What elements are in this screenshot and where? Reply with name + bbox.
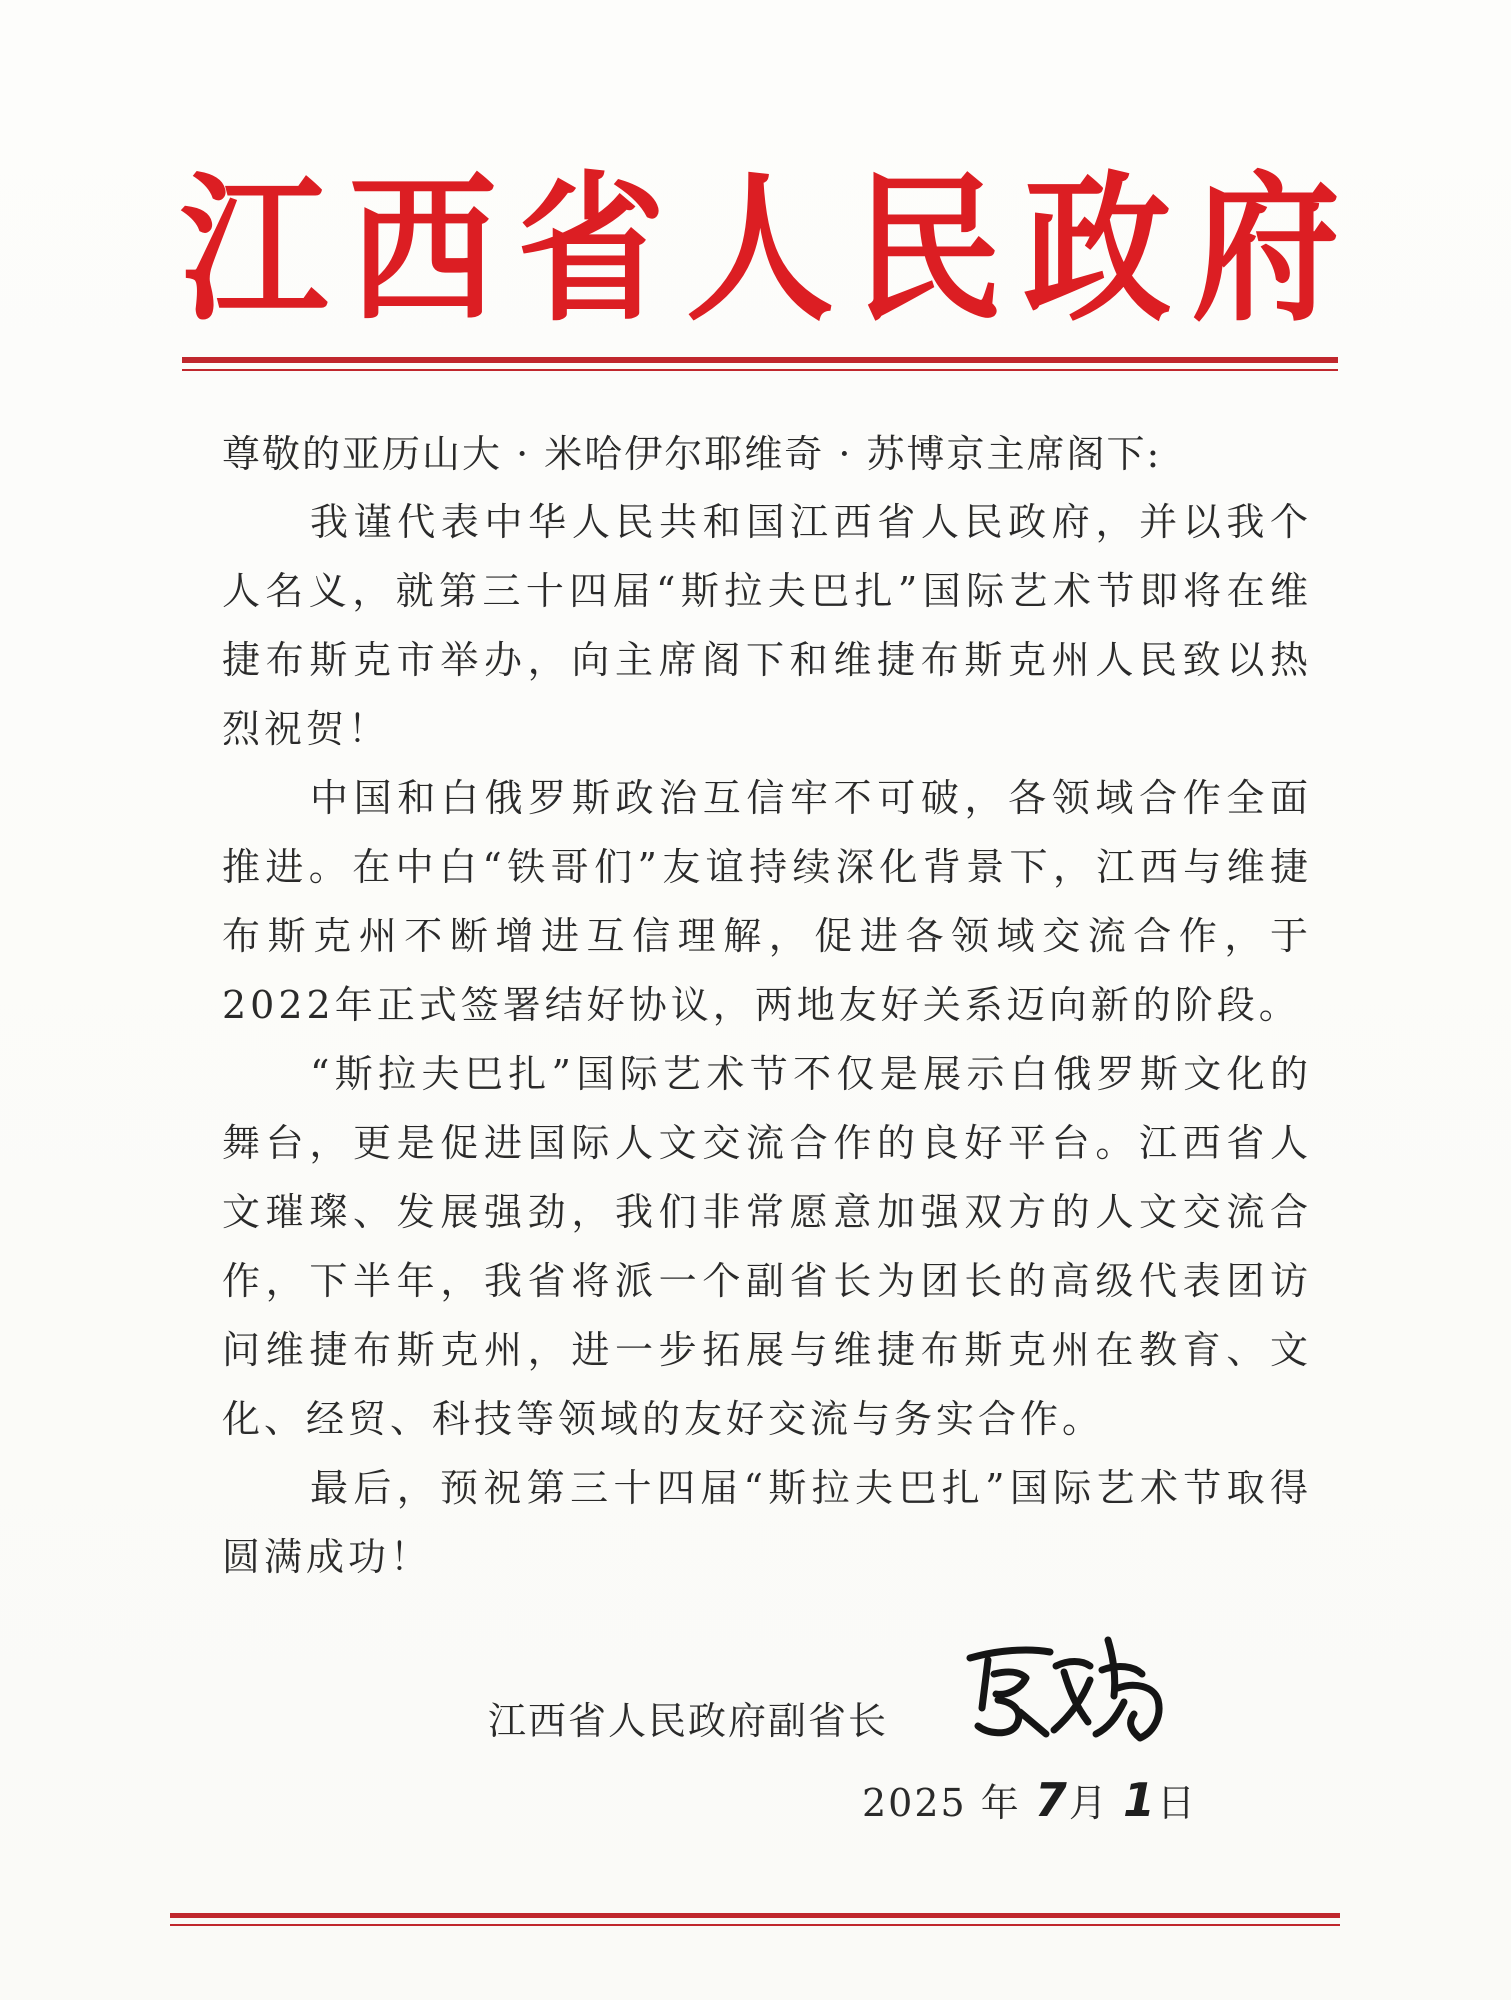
letter-body (222, 420, 1312, 1592)
footer-rule-thick (170, 1913, 1340, 1918)
signature-block (488, 1660, 1188, 1750)
date-month-unit: 月 (1068, 1781, 1109, 1825)
letterhead-char: 西 (348, 157, 497, 343)
paragraph-1: 我谨代表中华人民共和国江西省人民政府，并以我个人名义，就第三十四届“斯拉夫巴扎”国际艺术节即将在维捷布斯克市举办，向主席阁下和维捷布斯克州人民致以热烈祝贺！ (222, 500, 1312, 751)
letterhead-char: 民 (854, 157, 1003, 343)
date-line (862, 1772, 1197, 1827)
date-day-handwritten: 1 (1123, 1773, 1158, 1827)
footer-rule-thin (170, 1924, 1340, 1926)
date-month-handwritten: 7 (1034, 1773, 1069, 1827)
signer-title: 江西省人民政府副省长 (488, 1699, 889, 1743)
paragraph-3: “斯拉夫巴扎”国际艺术节不仅是展示白俄罗斯文化的舞台，更是促进国际人文交流合作的良好平台。江西省人文璀璨、发展强劲，我们非常愿意加强双方的人文交流合作，下半年，我省将派一个副省长为团长的高级代表团访问维捷布斯克州，进一步拓展与维捷布斯克州在教育、文化、经贸、科技等领域的友好交流与务实合作。 (222, 1052, 1312, 1441)
letterhead-rule-thin (182, 369, 1338, 371)
handwritten-signature (958, 1630, 1178, 1750)
letterhead-char: 江 (180, 157, 328, 343)
salutation: 尊敬的亚历山大 · 米哈伊尔耶维奇 · 苏博京主席阁下: (222, 432, 1162, 476)
letterhead-char: 政 (1023, 157, 1172, 343)
letterhead-rule-thick (182, 357, 1338, 363)
date-year: 2025 年 (862, 1781, 1021, 1825)
date-day-unit: 日 (1157, 1781, 1198, 1825)
letterhead-title (180, 142, 1340, 358)
letterhead-char: 府 (1191, 157, 1340, 343)
paragraph-2: 中国和白俄罗斯政治互信牢不可破，各领域合作全面推进。在中白“铁哥们”友谊持续深化背景下，江西与维捷布斯克州不断增进互信理解，促进各领域交流合作，于2022年正式签署结好协议，两地友好关系迈向新的阶段。 (222, 776, 1312, 1027)
paragraph-4: 最后，预祝第三十四届“斯拉夫巴扎”国际艺术节取得圆满成功！ (222, 1466, 1312, 1579)
letterhead-char: 省 (517, 157, 666, 343)
letterhead-char: 人 (685, 157, 834, 343)
